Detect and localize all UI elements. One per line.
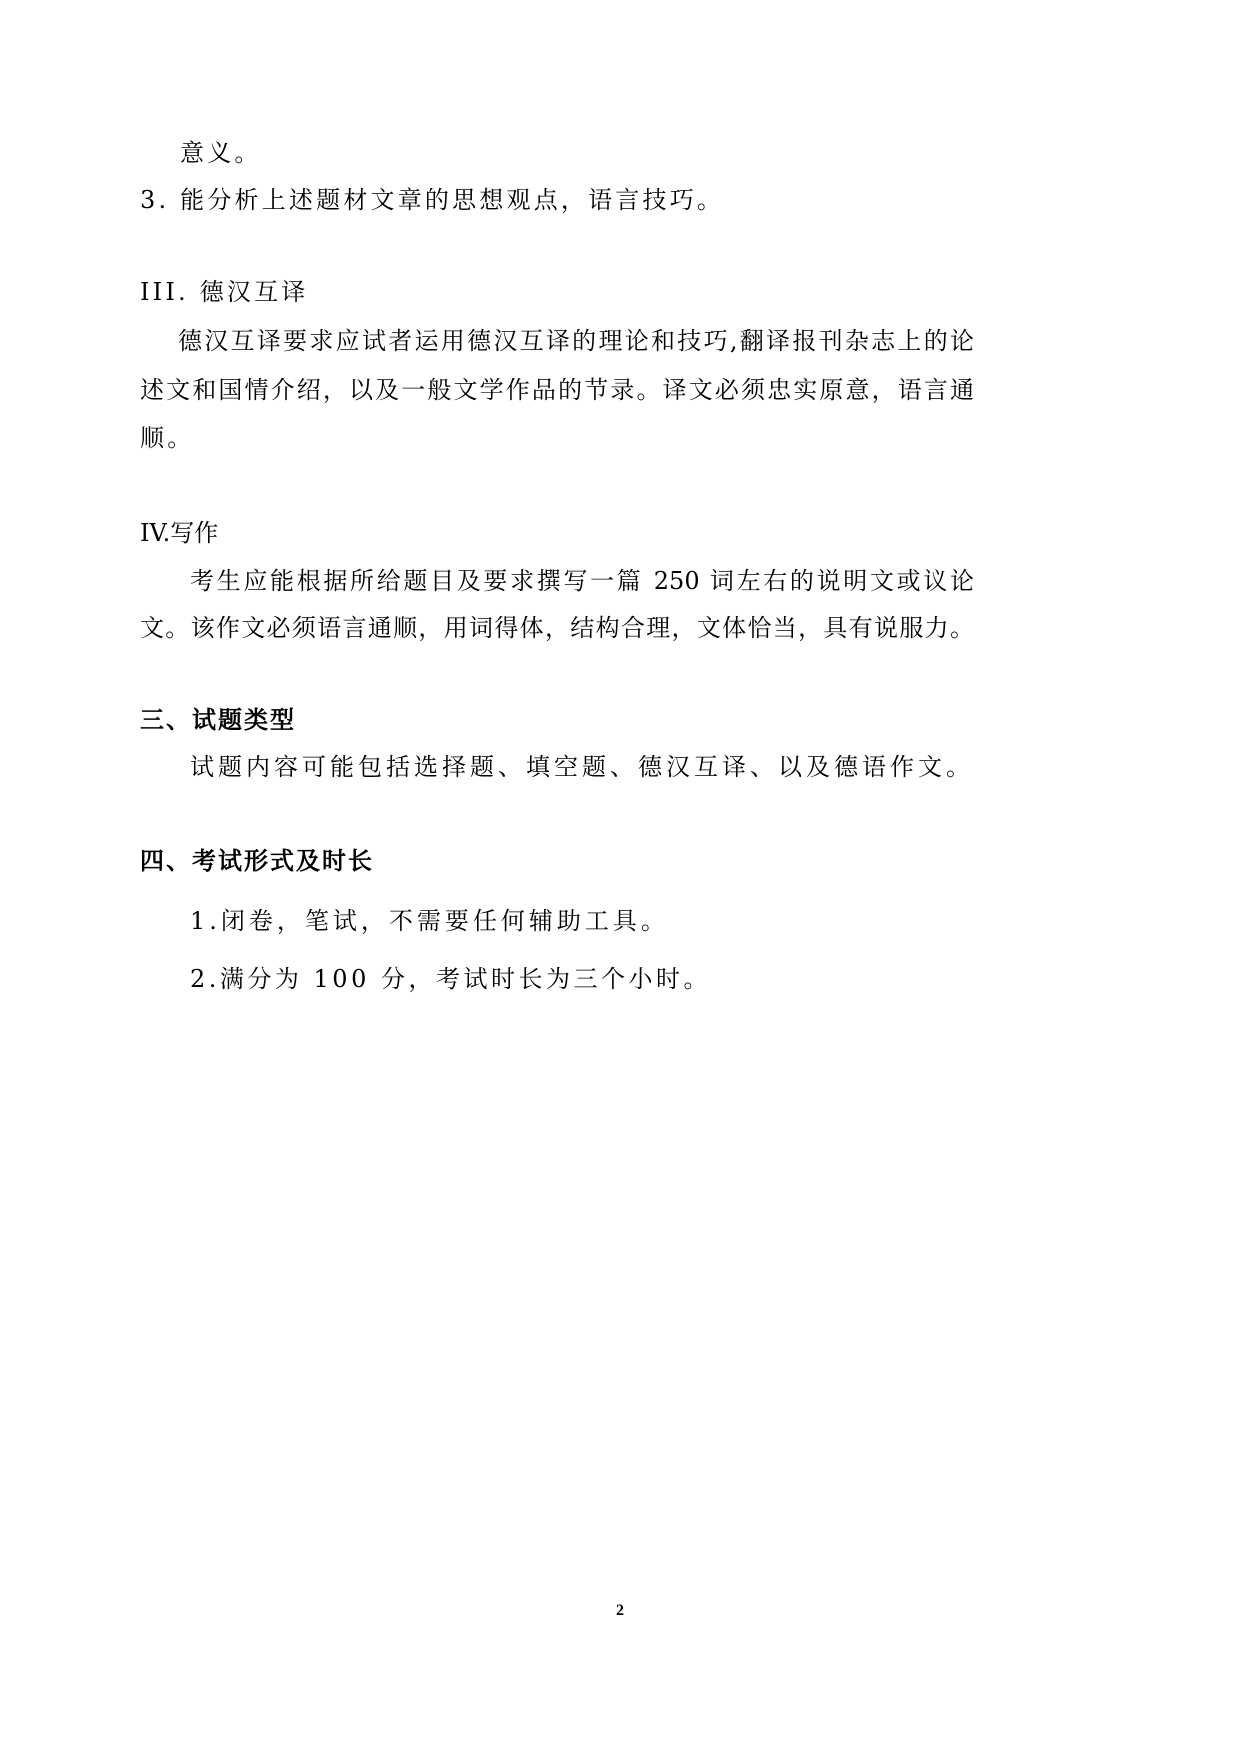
page-number: 2 [616,1602,624,1619]
section-iii-paragraph-line-1: 德汉互译要求应试者运用德汉互译的理论和技巧,翻译报刊杂志上的论 [178,327,974,355]
section-iii-paragraph-line-3: 顺。 [140,424,195,452]
heading-exam-format: 四、考试形式及时长 [140,847,374,875]
section-iv-paragraph-line-2: 文。该作文必须语言通顺，用词得体，结构合理，文体恰当，具有说服力。 [140,614,974,642]
exam-format-item-1: 1.闭卷，笔试，不需要任何辅助工具。 [190,907,669,935]
section-iii-heading: III. 德汉互译 [140,278,309,306]
section-iii-paragraph-line-2: 述文和国情介绍，以及一般文学作品的节录。译文必须忠实原意，语言通 [140,376,974,404]
question-types-paragraph: 试题内容可能包括选择题、填空题、德汉互译、以及德语作文。 [190,753,974,781]
section-iv-heading: IV.写作 [140,519,219,547]
continued-text-line: 意义。 [180,139,262,167]
heading-question-types: 三、试题类型 [140,706,296,734]
section-iv-paragraph-line-1: 考生应能根据所给题目及要求撰写一篇 250 词左右的说明文或议论 [190,567,974,595]
exam-format-item-2: 2.满分为 100 分，考试时长为三个小时。 [190,965,711,993]
list-item-3: 3. 能分析上述题材文章的思想观点，语言技巧。 [140,186,725,214]
